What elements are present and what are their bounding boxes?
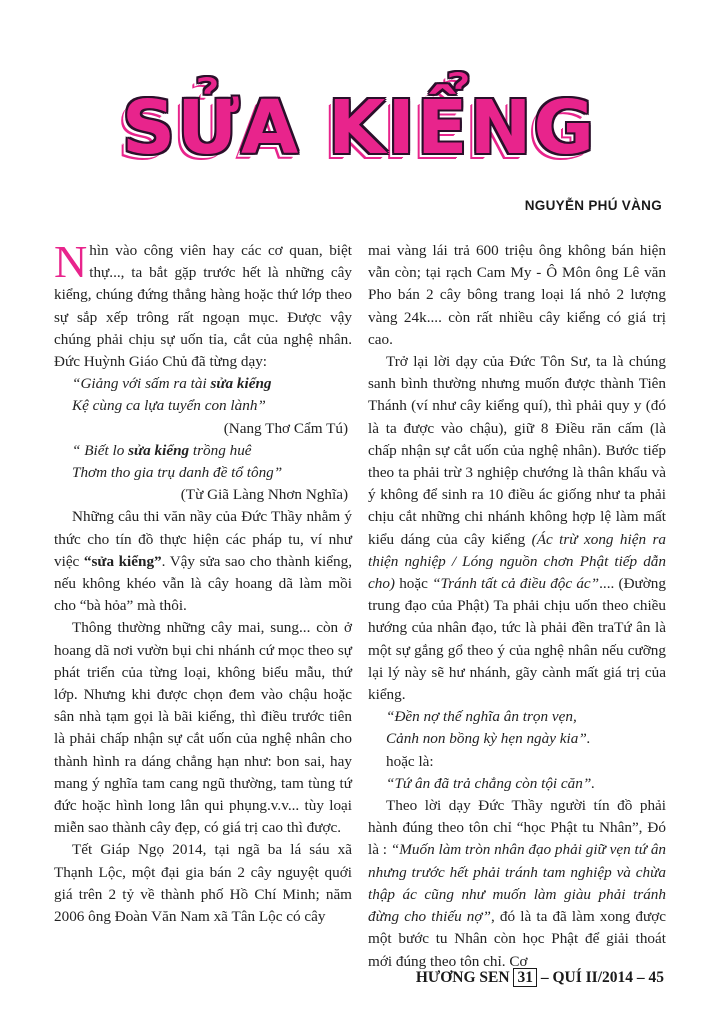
verse-2-attribution: (Từ Giã Làng Nhơn Nghĩa) <box>180 486 348 504</box>
article-title: SỬA KIỂNG <box>121 85 597 171</box>
page-footer <box>0 968 664 987</box>
verse-4: “Tứ ân đã trả chẳng còn tội căn”. <box>386 774 596 792</box>
paragraph-7: Theo lời dạy Đức Thầy người tín đồ phải hành đúng theo tôn chỉ “học Phật tu Nhân”, Đó là : “Muốn làm tròn nhân đạo phải giữ vẹn tứ ân nhưng trước hết phải tránh tam nghiệp và chừa thập ác cũng như muốn làm giàu phải tránh đừng cho thiếu nợ”, đó là ta đã làm xong được một bước tu Nhân còn học Phật để giải thoát mới đúng theo tôn chỉ. Cơ <box>368 797 667 970</box>
verse-1-line-2: Kệ cùng ca lựa tuyển con lành” <box>72 397 266 415</box>
right-column <box>368 240 667 970</box>
verse-3-line-2: Cảnh non bồng kỳ hẹn ngày kia”. <box>386 730 591 748</box>
paragraph-5: mai vàng lái trả 600 triệu ông không bán hiện vẫn còn; tại rạch Cam My - Ô Môn ông Lê văn Pho bán 2 cây bông trang loại lá nhỏ 2 lượng vàng 24k.... còn rất nhiều cây kiểng có giá trị cao. <box>368 242 666 348</box>
or-line: hoặc là: <box>386 752 434 770</box>
verse-2-line-1: “ Biết lo sửa kiểng trồng huê <box>72 441 252 459</box>
verse-3-line-1: “Đền nợ thế nghĩa ân trọn vẹn, <box>386 708 577 726</box>
magazine-name: HƯƠNG SEN <box>415 969 510 986</box>
paragraph-1: Nhìn vào công viên hay các cơ quan, biệt thự..., ta bắt gặp trước hết là những cây kiểng, chúng đứng thẳng hàng hoặc thứ lớp theo sự sắp xếp trông rất ngoạn mục. Được vậy chúng phải chịu sự uốn tỉa, cắt của nghệ nhân. Đức Huỳnh Giáo Chủ đã từng dạy: <box>54 236 352 371</box>
page-number: 45 <box>648 969 664 986</box>
author-name: NGUYỄN PHÚ VÀNG <box>524 198 662 213</box>
quarter-label: – QUÍ II/2014 – <box>540 969 645 986</box>
paragraph-4: Tết Giáp Ngọ 2014, tại ngã ba lá sáu xã Thạnh Lộc, một đại gia bán 2 cây nguyệt quới giá trên 2 tỷ về thành phố Hồ Chí Minh; năm 2006 ông Đoàn Văn Nam xã Tân Lộc có cây <box>54 841 352 926</box>
left-column <box>54 236 353 960</box>
verse-1-line-1: “Giảng với sấm ra tài sửa kiểng <box>72 375 272 393</box>
paragraph-6: Trở lại lời dạy của Đức Tôn Sư, ta là chúng sanh bình thường nhưng muốn được thành Tiên Thánh (ví như cây kiểng quí), thì phải quy y (đó là ta được vào chậu), giữ 8 Điều răn cấm (là chấp nhận sự cắt uốn của nghệ nhân). Bước tiếp theo ta phải trừ 3 nghiệp chướng là thân khẩu và ý không để sinh ra 10 điều ác giống như ta phải chịu cắt những chi nhánh không hợp lệ làm mất kiểu dáng của cây kiểng (Ác trừ xong hiện ra thiện nghiệp / Lóng nguồn chơn Phật tiếp dẫn cho) hoặc “Tránh tất cả điều độc ác”.... (Đường trung đạo của Phật) Ta phải chịu uốn theo chiều hướng của nhân đạo, tức là phải đền traTứ ân là một sự gắng gổ theo ý của nghệ nhân nếu cưỡng lại lý này sẽ hư nhánh, gãy cành mất giá trị của kiểng. <box>368 353 666 704</box>
issue-number: 31 <box>513 968 537 987</box>
drop-cap: N <box>54 236 88 287</box>
paragraph-3: Thông thường những cây mai, sung... còn ở hoang dã nơi vườn bụi chi nhánh cứ mọc theo sự phát triển của từng loại, không biểu mẫu, thứ lớp. Nhưng khi được chọn đem vào chậu hoặc sân nhà tạm gọi là bãi kiểng, thì điều trước tiên là phải chấp nhận sự cắt uốn của nghệ nhân cho thành hình ra dáng chẳng hạn như: bon sai, hay mang ý nghĩa tam cang ngũ thường, tam tùng tứ đức hoặc hình long lân qui phụng.v.v... tùy loại miễn sao thành cây đẹp, có giá trị cao thì được. <box>54 619 352 837</box>
paragraph-2: Những câu thi văn nầy của Đức Thầy nhằm ý thức cho tín đồ thực hiện các pháp tu, ví như việc “sửa kiểng”. Vậy sửa sao cho thành kiểng, nếu không khéo vẫn là cây hoang dã làm mồi cho “bà hỏa” mà thôi. <box>54 508 353 615</box>
verse-2-line-2: Thơm tho gia trụ danh đề tổ tông” <box>72 464 283 482</box>
verse-1-attribution: (Nang Thơ Cẩm Tú) <box>223 419 348 437</box>
